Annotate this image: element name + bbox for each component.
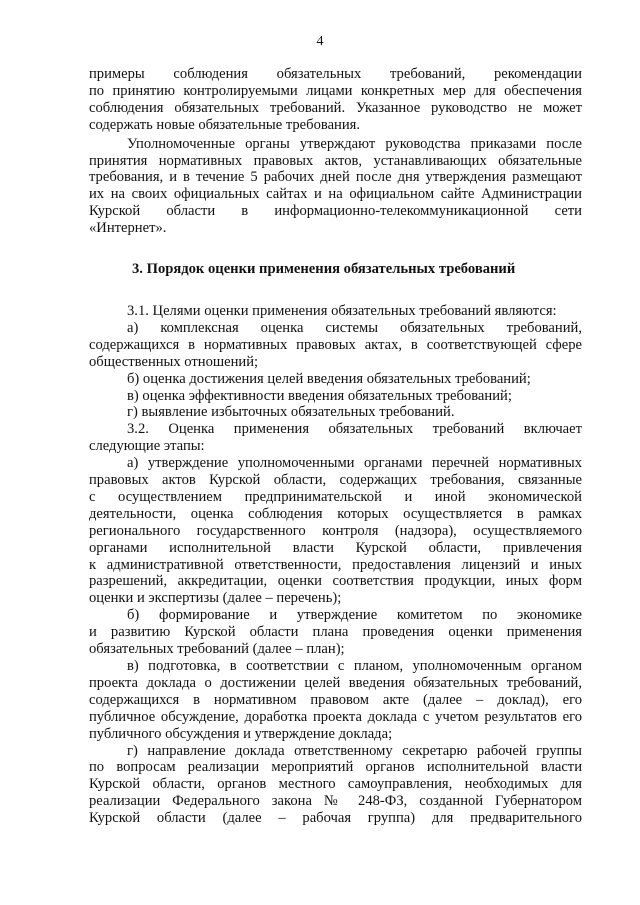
text-line: в) подготовка, в соответствии с планом, уполномоченным органом [127,658,582,674]
text-line: 3.2. Оценка применения обязательных требований включает [127,421,582,438]
text-line: г) направление доклада ответственному секретарю рабочей группы [127,742,582,759]
document-body [89,66,582,827]
text-line: «Интернет». [89,220,167,237]
text-line: органами исполнительной власти Курской области, привлечения [89,539,582,556]
text-line: Курской области в информационно-телекоммуникационной сети [89,203,582,220]
text-line: Курской области, органов местного самоуправления, необходимых для [89,776,582,793]
text-line: б) формирование и утверждение комитетом по экономике [127,607,582,624]
text-line: требования, и в течение 5 рабочих дней после дня утверждения размещают [89,169,582,186]
text-line: общественных отношений; [89,353,259,370]
text-line: оценки и экспертизы (далее – перечень); [89,590,342,607]
text-line: содержащихся в нормативных правовых актах, в соответствующей сфере [89,336,582,353]
text-line: принятия нормативных правовых актов, устанавливающих обязательные [89,152,582,169]
text-line: проекта доклада о достижении целей введения обязательных требований, [89,674,582,691]
text-line: 3.1. Целями оценки применения обязательных требований являются: [127,302,557,319]
text-line: по вопросам реализации мероприятий органов исполнительной власти [89,759,582,776]
text-line: Курской области (далее – рабочая группа) для предварительного [89,810,582,827]
page-number: 4 [316,34,324,49]
text-line: регионального государственного контроля (надзора), осуществляемого [89,522,582,539]
text-line: правовых актов Курской области, содержащих требования, связанные [89,472,582,489]
text-line: Уполномоченные органы утверждают руководства приказами после [127,135,582,152]
text-line: а) комплексная оценка системы обязательных требований, [127,319,582,336]
text-line: их на своих официальных сайтах и на официальном сайте Администрации [89,186,582,203]
text-line: с осуществлением предпринимательской и иной экономической [89,488,582,505]
text-line: деятельности, оценка соблюдения которых осуществляется в рамках [89,505,582,522]
text-line: г) выявление избыточных обязательных требований. [127,404,455,421]
text-line: разрешений, аккредитации, оценки соответствия продукции, иных форм [89,573,582,590]
text-line: а) утверждение уполномоченными органами перечней нормативных [127,455,582,472]
text-line: соблюдения обязательных требований. Указанное руководство не может [89,99,582,116]
text-line: публичное обсуждение, доработка проекта доклада с учетом результатов его [89,708,582,725]
text-line: публичного обсуждения и утверждение доклада; [89,725,393,742]
section-heading: 3. Порядок оценки применения обязательных требований [132,261,516,278]
text-line: содержать новые обязательные требования. [89,116,361,133]
text-line: примеры соблюдения обязательных требований, рекомендации [89,66,582,82]
text-line: в) оценка эффективности введения обязательных требований; [127,387,512,404]
text-line: к административной ответственности, предоставления лицензий и иных [89,556,582,573]
text-line: реализации Федерального закона № 248-ФЗ, созданной Губернатором [89,793,582,810]
text-line: по принятию контролируемыми лицами конкретных мер для обеспечения [89,82,582,99]
text-line: и развитию Курской области плана проведения оценки применения [89,624,582,641]
text-line: обязательных требований (далее – план); [89,641,345,658]
text-line: следующие этапы: [89,438,205,455]
text-line: содержащихся в нормативном правовом акте (далее – доклад), его [89,691,582,708]
text-line: б) оценка достижения целей введения обязательных требований; [127,370,531,387]
